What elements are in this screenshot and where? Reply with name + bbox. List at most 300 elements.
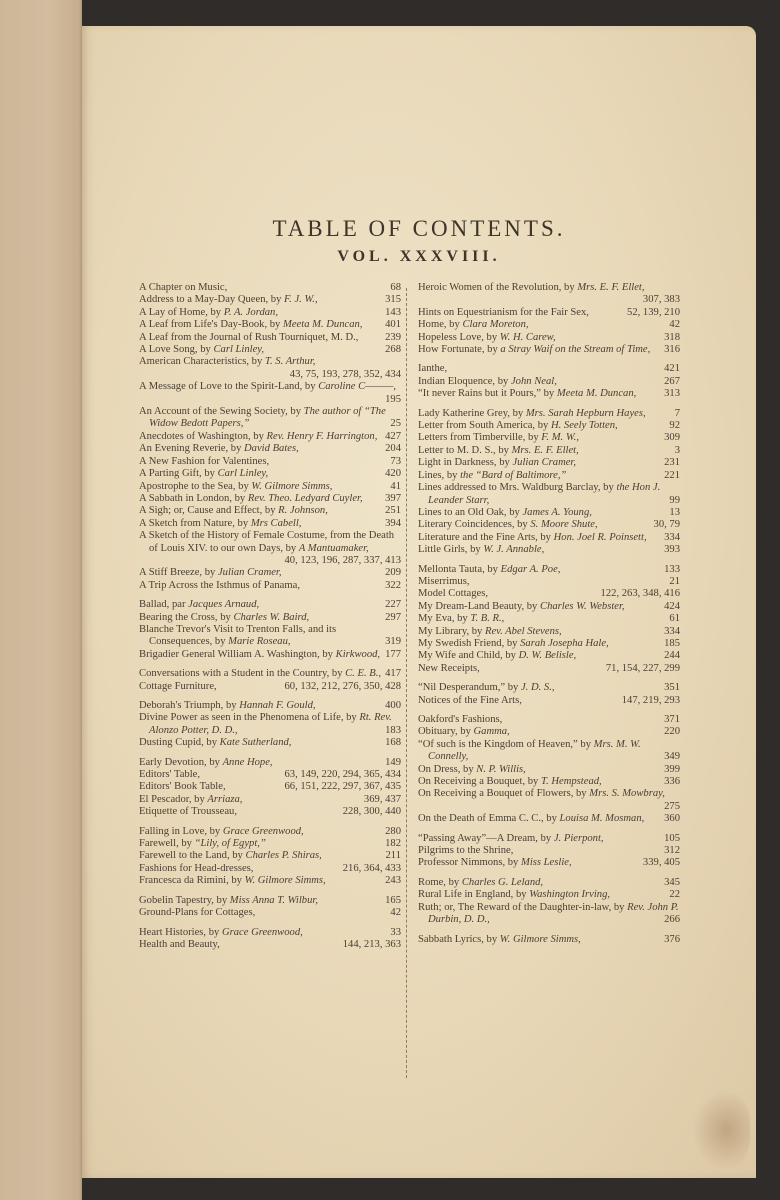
contents-entry — [418, 739, 680, 764]
contents-entry — [139, 282, 401, 294]
page-numbers: 195 — [385, 393, 401, 405]
entry-title: “It never Rains but it Pours,” by — [418, 388, 557, 400]
entry-author: W. Gilmore Simms, — [499, 933, 581, 945]
entry-title: Letters from Timberville, by — [418, 432, 542, 444]
page-numbers: 228, 300, 440 — [342, 806, 401, 818]
entry-author: The author of “The Widow Bedott Papers,” — [149, 406, 386, 430]
entry-title: Little Girls, by — [418, 544, 484, 556]
page-numbers: 92 — [669, 420, 680, 432]
entry-author: J. Pierpont, — [553, 832, 604, 844]
contents-entry — [139, 468, 401, 480]
entry-author: Clara Moreton, — [462, 319, 529, 331]
section-gap — [139, 819, 401, 826]
section-gap — [418, 707, 680, 714]
entry-author: P. A. Jordan, — [223, 306, 278, 318]
entry-author: “Lily, of Egypt,” — [194, 838, 266, 850]
contents-entry — [418, 307, 680, 319]
contents-entry — [418, 877, 680, 889]
entry-author: F. M. W., — [541, 432, 579, 444]
page-numbers: 165 — [385, 894, 401, 906]
page-numbers: 313 — [664, 388, 680, 400]
contents-entry — [139, 927, 401, 939]
page-numbers: 133 — [664, 563, 680, 575]
entry-author: Rev. John P. Durbin, D. D., — [428, 901, 679, 926]
entry-title: On Receiving a Bouquet, by — [418, 776, 541, 788]
contents-entry — [418, 638, 680, 650]
entry-author: Grace Greenwood, — [221, 926, 303, 938]
page-numbers: 25 — [390, 418, 401, 430]
page-numbers: 345 — [664, 876, 680, 888]
entry-author: Washington Irving, — [529, 889, 611, 901]
entry-title: Falling in Love, by — [139, 825, 223, 837]
entry-title: Indian Eloquence, by — [418, 375, 511, 387]
page-numbers: 3 — [674, 444, 680, 456]
page-numbers: 417 — [385, 668, 401, 680]
entry-title: Lines to an Old Oak, by — [418, 506, 523, 518]
entry-author: Hannah F. Gould, — [239, 700, 316, 711]
entry-title: A Lay of Home, by — [139, 306, 224, 318]
entry-title: Health and Beauty, — [139, 938, 220, 950]
entry-title: Farewell to the Land, by — [139, 850, 246, 862]
entry-title: A Sketch from Nature, by — [139, 517, 251, 529]
contents-entry — [418, 319, 680, 331]
page-numbers: 371 — [664, 714, 680, 725]
page-numbers: 369, 437 — [363, 793, 401, 805]
contents-entry — [139, 838, 401, 850]
entry-author: C. E. B., — [345, 668, 382, 680]
contents-entry — [139, 737, 401, 749]
page-numbers: 424 — [664, 600, 680, 612]
contents-entry — [418, 663, 680, 675]
contents-entry — [418, 564, 680, 576]
contents-entry — [139, 907, 401, 919]
contents-entry — [418, 776, 680, 788]
contents-entry — [418, 457, 680, 469]
contents-entry — [139, 781, 401, 793]
contents-entry — [139, 681, 401, 693]
page-numbers: 275 — [664, 800, 680, 812]
entry-author: N. P. Willis, — [476, 763, 526, 775]
entry-title: Sabbath Lyrics, by — [418, 933, 500, 945]
contents-entry — [418, 332, 680, 344]
page-numbers: 309 — [664, 432, 680, 444]
contents-entry — [418, 408, 680, 420]
entry-title: “Nil Desperandum,” by — [418, 682, 521, 694]
contents-entry — [139, 806, 401, 818]
entry-title: An Evening Reverie, by — [139, 443, 245, 455]
entry-title: Conversations with a Student in the Country, by — [139, 668, 346, 680]
page-numbers: 204 — [385, 443, 401, 455]
page-numbers: 216, 364, 433 — [342, 862, 401, 874]
page-numbers: 30, 79 — [653, 519, 680, 531]
entry-title: New Receipts, — [418, 662, 480, 674]
entry-author: R. Johnson, — [278, 505, 328, 517]
contents-entry — [139, 599, 401, 611]
contents-entry — [139, 431, 401, 443]
contents-entry — [139, 875, 401, 887]
contents-entry — [418, 788, 680, 813]
section-gap — [418, 870, 680, 877]
page-numbers: 393 — [664, 544, 680, 556]
entry-title: Mellonta Tauta, by — [418, 563, 501, 575]
entry-title: My Eva, by — [418, 613, 471, 625]
page-numbers: 99 — [669, 494, 680, 506]
entry-title: Address to a May-Day Queen, by — [139, 294, 285, 306]
entry-title: On the Death of Emma C. C., by — [418, 813, 560, 825]
entry-title: Hints on Equestrianism for the Fair Sex, — [418, 306, 589, 318]
page-numbers: 297 — [385, 611, 401, 623]
entry-title: On Receiving a Bouquet of Flowers, by — [418, 788, 590, 800]
contents-entry — [418, 432, 680, 444]
entry-title: A Message of Love to the Spirit-Land, by — [139, 381, 319, 393]
page-numbers: 211 — [385, 850, 401, 862]
page-numbers: 21 — [669, 575, 680, 587]
entry-author: a Stray Waif on the Stream of Time, — [500, 344, 651, 356]
contents-entry — [139, 769, 401, 781]
contents-entry — [418, 470, 680, 482]
contents-entry — [139, 668, 401, 680]
page-numbers: 318 — [664, 331, 680, 343]
entry-title: Dusting Cupid, by — [139, 737, 220, 749]
contents-entry — [139, 939, 401, 951]
entry-author: Miss Anna T. Wilbur, — [229, 894, 318, 906]
page-numbers: 394 — [385, 517, 401, 529]
entry-title: Rome, by — [418, 876, 462, 888]
contents-entry — [418, 934, 680, 946]
entry-title: American Characteristics, by — [139, 356, 265, 368]
entry-author: Hon. Joel R. Poinsett, — [553, 531, 647, 543]
contents-entry — [418, 682, 680, 694]
entry-title: El Pescador, by — [139, 793, 208, 805]
page-numbers: 339, 405 — [642, 857, 680, 869]
contents-entry — [139, 757, 401, 769]
entry-title: Ground-Plans for Cottages, — [139, 907, 256, 919]
entry-title: Notices of the Fine Arts, — [418, 694, 522, 706]
book-page — [82, 26, 756, 1178]
page-numbers: 7 — [674, 407, 680, 419]
page-numbers: 143 — [385, 306, 401, 318]
contents-entry — [139, 344, 401, 356]
contents-entry — [418, 482, 680, 507]
section-gap — [139, 592, 401, 599]
contents-entry — [418, 695, 680, 707]
entry-author: the Hon J. Leander Starr, — [428, 482, 661, 506]
page-numbers: 43, 75, 193, 278, 352, 434 — [289, 368, 401, 380]
entry-title: A Leaf from the Journal of Rush Tourniquet, M. D., — [139, 331, 359, 343]
column-divider — [406, 288, 407, 1078]
page-numbers: 267 — [664, 375, 680, 387]
page-numbers: 68 — [390, 282, 401, 293]
entry-author: Mrs Cabell, — [250, 517, 302, 529]
page-numbers: 349 — [664, 751, 680, 763]
section-gap — [418, 557, 680, 564]
entry-title: A Sabbath in London, by — [139, 492, 248, 504]
page-numbers: 401 — [385, 319, 401, 331]
entry-author: Rt. Rev. Alonzo Potter, D. D., — [149, 712, 392, 736]
contents-entry — [139, 850, 401, 862]
entry-author: Arriaza, — [207, 793, 243, 805]
page-numbers: 334 — [664, 625, 680, 637]
page-numbers: 22 — [669, 889, 680, 901]
entry-title: Miserrimus, — [418, 575, 470, 587]
volume-number: VOL. XXXVIII. — [337, 248, 501, 265]
entry-title: Ballad, par — [139, 599, 189, 611]
entry-title: Model Cottages, — [418, 588, 489, 600]
page-numbers: 183 — [385, 724, 401, 736]
contents-entry — [139, 712, 401, 737]
entry-title: Home, by — [418, 319, 463, 331]
entry-author: Caroline C———, — [318, 381, 397, 393]
entry-title: Literary Coincidences, by — [418, 519, 531, 531]
entry-author: Gamma, — [473, 726, 510, 738]
page-numbers: 334 — [664, 531, 680, 543]
page-title: TABLE OF CONTENTS. — [272, 216, 566, 241]
page-numbers: 73 — [390, 455, 401, 467]
entry-author: Mrs. S. Mowbray, — [589, 788, 665, 800]
entry-title: Oakford's Fashions, — [418, 714, 503, 725]
page-numbers: 399 — [664, 763, 680, 775]
entry-title: Deborah's Triumph, by — [139, 700, 240, 711]
contents-entry — [139, 332, 401, 344]
section-gap — [139, 750, 401, 757]
contents-entry — [418, 833, 680, 845]
entry-title: “Passing Away”—A Dream, by — [418, 832, 554, 844]
entry-title: A Love Song, by — [139, 344, 214, 356]
page-numbers: 168 — [385, 737, 401, 749]
contents-entry — [418, 420, 680, 432]
entry-author: Rev. Henry F. Harrington, — [266, 430, 378, 442]
entry-title: Ianthe, — [418, 363, 448, 375]
entry-author: Edgar A. Poe, — [500, 563, 561, 575]
page-numbers: 336 — [664, 776, 680, 788]
entry-author: S. Moore Shute, — [530, 519, 598, 531]
entry-title: On Dress, by — [418, 763, 477, 775]
entry-author: Mrs. E. F. Ellet, — [577, 282, 645, 293]
entry-title: My Wife and Child, by — [418, 650, 519, 662]
entry-author: J. D. S., — [520, 682, 555, 694]
contents-entry — [418, 363, 680, 375]
section-gap — [418, 675, 680, 682]
page-numbers: 322 — [385, 579, 401, 591]
contents-entry — [418, 532, 680, 544]
entry-author: Marie Roseau, — [228, 636, 291, 648]
entry-author: T. S. Arthur, — [264, 356, 316, 368]
contents-entry — [139, 443, 401, 455]
contents-entry — [139, 294, 401, 306]
page-numbers: 315 — [385, 294, 401, 306]
page-numbers: 268 — [385, 344, 401, 356]
page-numbers: 239 — [385, 331, 401, 343]
entry-title: Gobelin Tapestry, by — [139, 894, 230, 906]
contents-entry — [139, 518, 401, 530]
page-numbers: 220 — [664, 726, 680, 738]
entry-title: Divine Power as seen in the Phenomena of Life, by — [139, 712, 360, 724]
page-numbers: 351 — [664, 682, 680, 694]
entry-author: Charles G. Leland, — [461, 876, 544, 888]
entry-author: Charles W. Webster, — [540, 600, 625, 612]
contents-entry — [418, 388, 680, 400]
entry-title: A Trip Across the Isthmus of Panama, — [139, 579, 300, 591]
page-numbers: 209 — [385, 567, 401, 579]
section-gap — [139, 888, 401, 895]
contents-entry — [418, 544, 680, 556]
page-numbers: 400 — [385, 700, 401, 711]
entry-author: Meeta M. Duncan, — [283, 319, 363, 331]
contents-entry — [418, 601, 680, 613]
entry-author: A Mantuamaker, — [298, 542, 369, 554]
entry-title: Lady Katherine Grey, by — [418, 407, 526, 419]
page-numbers: 52, 139, 210 — [627, 306, 680, 318]
contents-entry — [139, 794, 401, 806]
entry-title: Brigadier General William A. Washington, by — [139, 648, 336, 660]
page-numbers: 63, 149, 220, 294, 365, 434 — [284, 769, 401, 781]
entry-title: Lines, by — [418, 469, 461, 481]
page-numbers: 185 — [664, 637, 680, 649]
entry-author: Meeta M. Duncan, — [556, 388, 637, 400]
page-numbers: 40, 123, 196, 287, 337, 413 — [284, 554, 401, 566]
entry-title: A Sketch of the History of Female Costume, from the Death of Louis XIV. to our own Days, by — [139, 530, 395, 554]
page-numbers: 360 — [664, 813, 680, 825]
contents-entry — [418, 764, 680, 776]
facing-page-edge — [0, 0, 82, 1200]
entry-title: A Stiff Breeze, by — [139, 567, 218, 579]
contents-column-right — [418, 282, 680, 946]
entry-author: Charles P. Shiras, — [245, 850, 322, 862]
entry-title: Etiquette of Trousseau, — [139, 806, 237, 818]
entry-title: My Dream-Land Beauty, by — [418, 600, 540, 612]
contents-entry — [139, 456, 401, 468]
page-numbers: 42 — [390, 907, 401, 919]
entry-title: A Leaf from Life's Day-Book, by — [139, 319, 284, 331]
entry-title: Rural Life in England, by — [418, 889, 530, 901]
entry-author: Grace Greenwood, — [222, 825, 304, 837]
page-numbers: 244 — [664, 650, 680, 662]
entry-author: the “Bard of Baltimore,” — [460, 469, 567, 481]
contents-entry — [139, 624, 401, 649]
contents-entry — [418, 376, 680, 388]
page-numbers: 122, 263, 348, 416 — [600, 588, 680, 600]
entry-title: “Of such is the Kingdom of Heaven,” by — [418, 738, 594, 750]
entry-title: Professor Nimmons, by — [418, 857, 521, 869]
contents-entry — [418, 445, 680, 457]
page-numbers: 427 — [385, 430, 401, 442]
contents-entry — [139, 481, 401, 493]
entry-author: Sarah Josepha Hale, — [520, 637, 609, 649]
entry-author: Louisa M. Mosman, — [559, 813, 645, 825]
entry-title: A Parting Gift, by — [139, 468, 218, 480]
entry-title: Letter from South America, by — [418, 420, 551, 432]
entry-title: Hopeless Love, by — [418, 331, 500, 343]
entry-title: Pilgrims to the Shrine, — [418, 845, 514, 857]
page-numbers: 280 — [385, 825, 401, 837]
page-numbers: 231 — [664, 457, 680, 469]
entry-title: Ruth; or, The Reward of the Daughter-in-law, by — [418, 901, 628, 913]
page-numbers: 144, 213, 363 — [342, 938, 401, 950]
section-gap — [418, 401, 680, 408]
entry-title: A Chapter on Music, — [139, 282, 228, 293]
contents-entry — [418, 626, 680, 638]
entry-author: Rev. Theo. Ledyard Cuyler, — [247, 492, 363, 504]
entry-title: Fashions for Head-dresses, — [139, 862, 254, 874]
entry-title: Obituary, by — [418, 726, 474, 738]
page-numbers: 41 — [390, 480, 401, 492]
entry-author: David Bates, — [244, 443, 299, 455]
entry-author: Charles W. Baird, — [233, 611, 310, 623]
entry-title: Editors' Book Table, — [139, 781, 226, 793]
contents-entry — [139, 319, 401, 331]
contents-entry — [418, 857, 680, 869]
entry-title: Apostrophe to the Sea, by — [139, 480, 252, 492]
contents-entry — [139, 580, 401, 592]
contents-entry — [418, 507, 680, 519]
entry-title: Light in Darkness, by — [418, 457, 513, 469]
page-numbers: 177 — [385, 648, 401, 660]
entry-title: A Sigh; or, Cause and Effect, by — [139, 505, 279, 517]
entry-title: Bearing the Cross, by — [139, 611, 234, 623]
entry-title: Letter to M. D. S., by — [418, 444, 512, 456]
contents-entry — [418, 889, 680, 901]
page-numbers: 312 — [664, 845, 680, 857]
contents-entry — [418, 650, 680, 662]
entry-title: Heart Histories, by — [139, 926, 222, 938]
entry-author: John Neal, — [510, 375, 557, 387]
contents-entry — [418, 588, 680, 600]
page-numbers: 420 — [385, 468, 401, 480]
contents-entry — [418, 519, 680, 531]
entry-title: Anecdotes of Washington, by — [139, 430, 267, 442]
entry-author: Miss Leslie, — [521, 857, 572, 869]
page-numbers: 60, 132, 212, 276, 350, 428 — [284, 680, 401, 692]
contents-entry — [139, 567, 401, 579]
contents-entry — [418, 813, 680, 825]
entry-author: Rev. Abel Stevens, — [484, 625, 562, 637]
contents-entry — [139, 493, 401, 505]
entry-title: How Fortunate, by — [418, 344, 501, 356]
page-numbers: 66, 151, 222, 297, 367, 435 — [284, 781, 401, 793]
page-numbers: 243 — [385, 875, 401, 887]
page-numbers: 421 — [664, 363, 680, 375]
contents-entry — [139, 863, 401, 875]
entry-author: T. Hempstead, — [540, 776, 602, 788]
contents-entry — [418, 845, 680, 857]
page-numbers: 42 — [669, 319, 680, 331]
section-gap — [139, 920, 401, 927]
entry-author: H. Seely Totten, — [550, 420, 618, 432]
page-numbers: 33 — [390, 926, 401, 938]
entry-author: Mrs. M. W. Connelly, — [428, 738, 641, 763]
page-numbers: 71, 154, 227, 299 — [605, 662, 680, 674]
entry-title: A New Fashion for Valentines, — [139, 455, 270, 467]
page-numbers: 397 — [385, 492, 401, 504]
entry-title: Francesca da Rimini, by — [139, 875, 245, 887]
entry-title: Heroic Women of the Revolution, by — [418, 282, 578, 293]
entry-author: W. H. Carew, — [499, 331, 556, 343]
page-numbers: 319 — [385, 636, 401, 648]
section-gap — [139, 661, 401, 668]
contents-entry — [418, 902, 680, 927]
entry-author: F. J. W., — [284, 294, 318, 306]
entry-author: Jacques Arnaud, — [188, 599, 260, 611]
contents-entry — [139, 649, 401, 661]
contents-entry — [139, 307, 401, 319]
page-numbers: 61 — [669, 613, 680, 625]
entry-author: Kate Sutherland, — [219, 737, 292, 749]
entry-author: W. Gilmore Simms, — [251, 480, 333, 492]
entry-title: Lines addressed to Mrs. Waldburg Barclay, by — [418, 482, 617, 494]
page-numbers: 251 — [385, 505, 401, 517]
contents-entry — [418, 726, 680, 738]
contents-entry — [139, 505, 401, 517]
